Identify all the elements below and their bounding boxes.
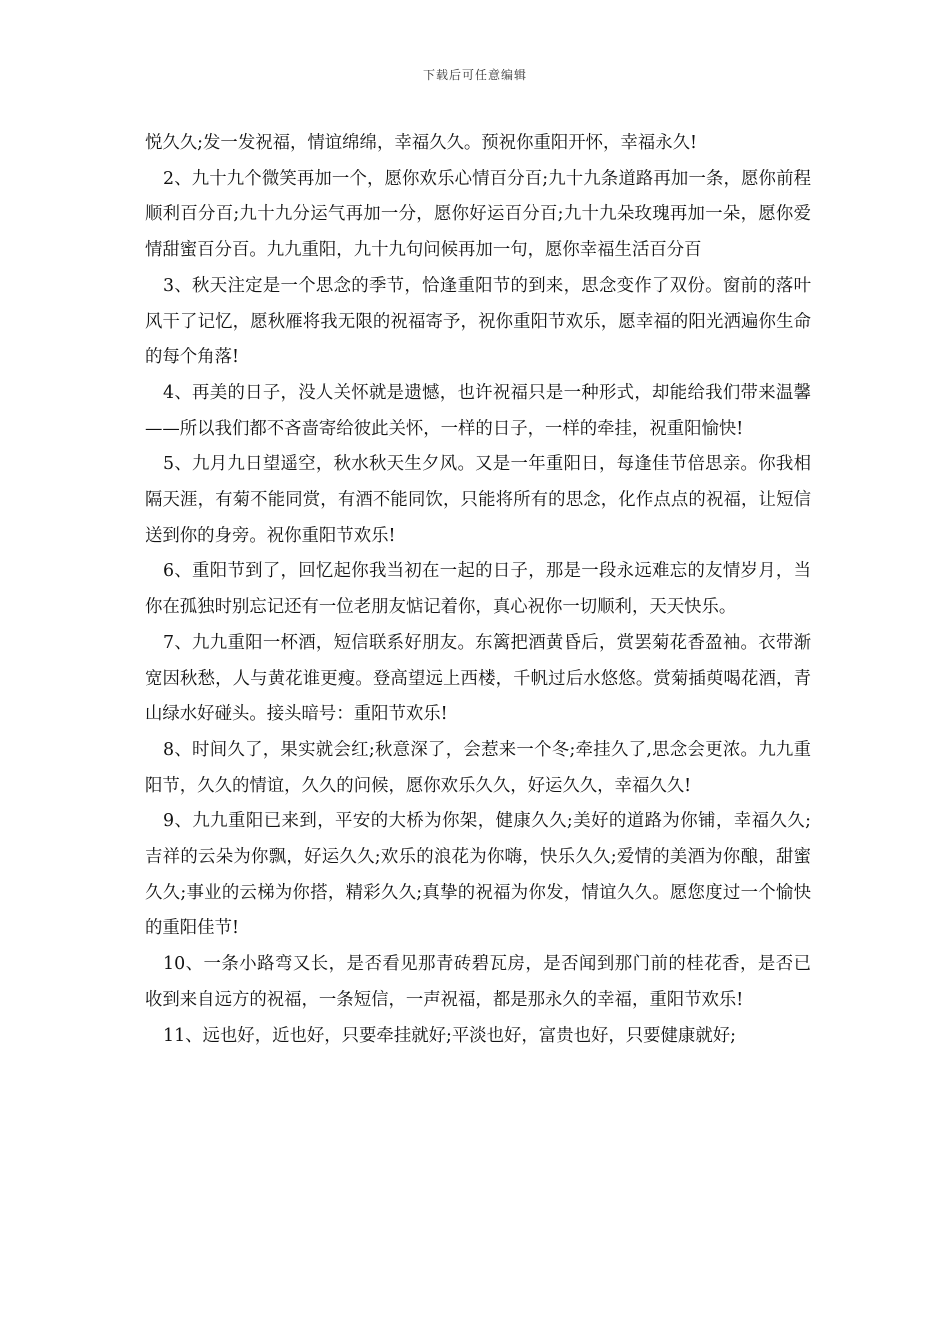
document-body: [145, 126, 811, 1054]
page-header: 下载后可任意编辑: [422, 68, 527, 82]
paragraph-6: 6、重阳节到了，回忆起你我当初在一起的日子，那是一段永远难忘的友情岁月，当你在孤独时别忘记还有一位老朋友惦记着你，真心祝你一切顺利，天天快乐。: [145, 561, 811, 618]
paragraph-5: 5、九月九日望遥空，秋水秋天生夕风。又是一年重阳日，每逢佳节倍思亲。你我相隔天涯，有菊不能同赏，有酒不能同饮，只能将所有的思念，化作点点的祝福，让短信送到你的身旁。祝你重阳节欢乐!: [145, 454, 811, 546]
paragraph-9: 9、九九重阳已来到，平安的大桥为你架，健康久久;美好的道路为你铺，幸福久久;吉祥的云朵为你飘，好运久久;欢乐的浪花为你嗨，快乐久久;爱情的美酒为你酿，甜蜜久久;事业的云梯为你搭，精彩久久;真挚的祝福为你发，情谊久久。愿您度过一个愉快的重阳佳节!: [145, 811, 811, 939]
paragraph-2: 2、九十九个微笑再加一个，愿你欢乐心情百分百;九十九条道路再加一条，愿你前程顺利百分百;九十九分运气再加一分，愿你好运百分百;九十九朵玫瑰再加一朵，愿你爱情甜蜜百分百。九九重阳，九十九句问候再加一句，愿你幸福生活百分百: [145, 168, 811, 261]
paragraph-8: 8、时间久了，果实就会红;秋意深了，会惹来一个冬;牵挂久了,思念会更浓。九九重阳节，久久的情谊，久久的问候，愿你欢乐久久，好运久久，幸福久久!: [145, 739, 811, 796]
paragraph-7: 7、九九重阳一杯酒，短信联系好朋友。东篱把酒黄昏后，赏罢菊花香盈袖。衣带渐宽因秋愁，人与黄花谁更瘦。登高望远上西楼，千帆过后水悠悠。赏菊插萸喝花酒，青山绿水好碰头。接头暗号：重阳节欢乐!: [145, 632, 811, 725]
paragraph-continued: 悦久久;发一发祝福，情谊绵绵，幸福久久。预祝你重阳开怀，幸福永久!: [145, 133, 697, 153]
paragraph-4: 4、再美的日子，没人关怀就是遗憾，也许祝福只是一种形式，却能给我们带来温馨——所以我们都不吝啬寄给彼此关怀，一样的日子，一样的牵挂，祝重阳愉快!: [145, 382, 811, 439]
paragraph-10: 10、一条小路弯又长，是否看见那青砖碧瓦房，是否闻到那门前的桂花香，是否已收到来自远方的祝福，一条短信，一声祝福，都是那永久的幸福，重阳节欢乐!: [145, 954, 811, 1010]
paragraph-3: 3、秋天注定是一个思念的季节，恰逢重阳节的到来，思念变作了双份。窗前的落叶风干了记忆，愿秋雁将我无限的祝福寄予，祝你重阳节欢乐，愿幸福的阳光洒遍你生命的每个角落!: [145, 275, 811, 368]
paragraph-11: 11、远也好，近也好，只要牵挂就好;平淡也好，富贵也好，只要健康就好;: [163, 1025, 736, 1046]
